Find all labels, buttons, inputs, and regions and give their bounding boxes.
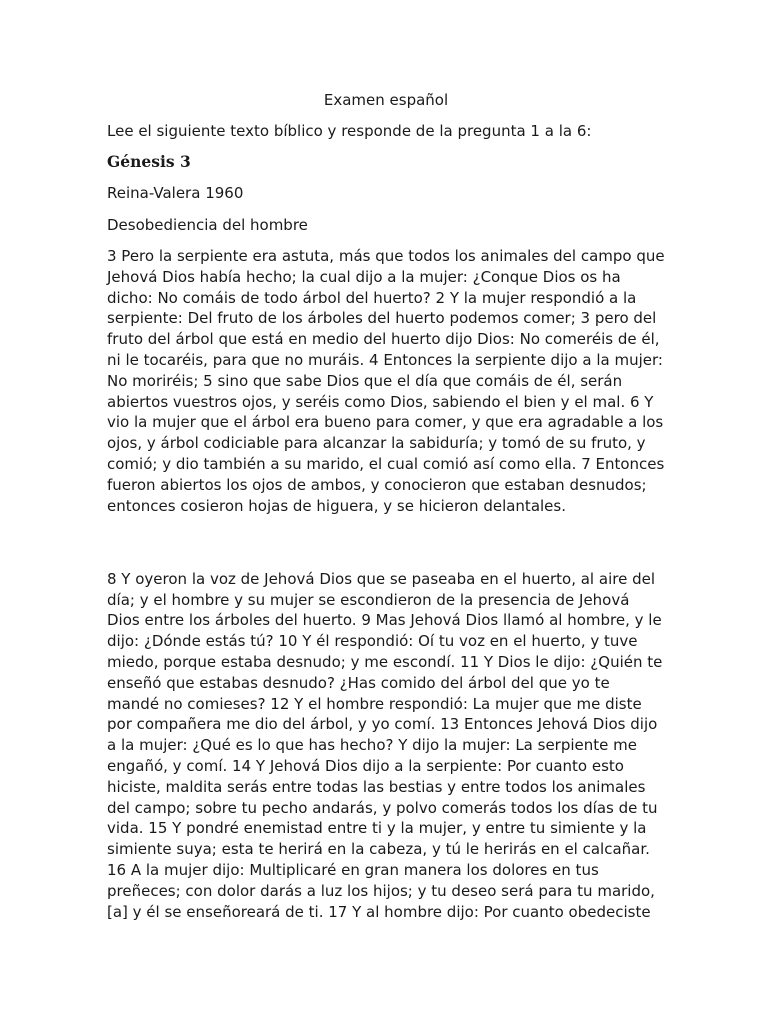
bible-version: Reina-Valera 1960 (107, 184, 244, 203)
chapter-heading: Génesis 3 (107, 152, 191, 172)
document-page (107, 90, 665, 933)
paragraph-gap (107, 527, 665, 569)
instruction-text: Lee el siguiente texto bíblico y responde de la pregunta 1 a la 6: (107, 121, 592, 140)
document-title: Examen español (323, 91, 449, 109)
paragraph-1: 3 Pero la serpiente era astuta, más que todos los animales del campo que Jehová Dios había hecho; la cual dijo a la mujer: ¿Conque Dios os ha dicho: No comáis de todo árbol del huerto? 2 Y la mujer respondió a la serpiente: Del fruto de los árboles del huerto podemos comer; 3 pero del fruto del árbol que está en medio del huerto dijo Dios: No comeréis de él, ni le tocaréis, para que no muráis. 4 Entonces la serpiente dijo a la mujer: No moriréis; 5 sino que sabe Dios que el día que comáis de él, serán abiertos vuestros ojos, y seréis como Dios, sabiendo el bien y el mal. 6 Y vio la mujer que el árbol era bueno para comer, y que era agradable a los ojos, y árbol codiciable para alcanzar la sabiduría; y tomó de su fruto, y comió; y dio también a su marido, el cual comió así como ella. 7 Entonces fueron abiertos los ojos de ambos, y conocieron que estaban desnudos; entonces cosieron hojas de higuera, y se hicieron delantales. (107, 246, 665, 515)
paragraph-2: 8 Y oyeron la voz de Jehová Dios que se paseaba en el huerto, al aire del día; y el hombre y su mujer se escondieron de la presencia de Jehová Dios entre los árboles del huerto. 9 Mas Jehová Dios llamó al hombre, y le dijo: ¿Dónde estás tú? 10 Y él respondió: Oí tu voz en el huerto, y tuve miedo, porque estaba desnudo; y me escondí. 11 Y Dios le dijo: ¿Quién te enseñó que estabas desnudo? ¿Has comido del árbol del que yo te mandé no comieses? 12 Y el hombre respondió: La mujer que me diste por compañera me dio del árbol, y yo comí. 13 Entonces Jehová Dios dijo a la mujer: ¿Qué es lo que has hecho? Y dijo la mujer: La serpiente me engañó, y comí. 14 Y Jehová Dios dijo a la serpiente: Por cuanto esto hiciste, maldita serás entre todas las bestias y entre todos los animales del campo; sobre tu pecho andarás, y polvo comerás todos los días de tu vida. 15 Y pondré enemistad entre ti y la mujer, y entre tu simiente y la simiente suya; esta te herirá en la cabeza, y tú le herirás en el calcañar. 16 A la mujer dijo: Multiplicaré en gran manera los dolores en tus preñeces; con dolor darás a luz los hijos; y tu deseo será para tu marido, [a] y él se enseñoreará de ti. 17 Y al hombre dijo: Por cuanto obedeciste (107, 569, 663, 921)
section-title: Desobediencia del hombre (107, 215, 308, 234)
